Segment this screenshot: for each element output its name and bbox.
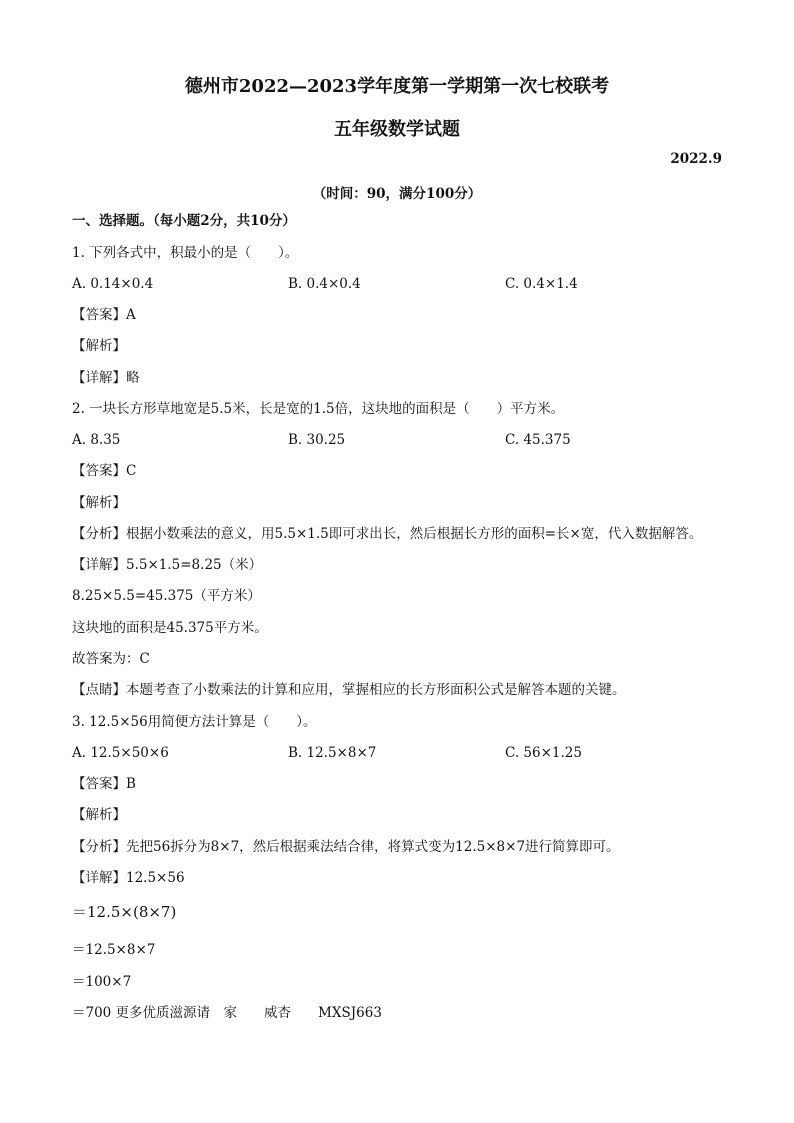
q2-answer: 【答案】C — [72, 463, 137, 479]
q1-option-c: C. 0.4×1.4 — [505, 276, 578, 292]
q2-option-c: C. 45.375 — [505, 432, 571, 448]
q2-final: 故答案为：C — [72, 651, 150, 667]
exam-subtitle: 五年级数学试题 — [334, 119, 460, 140]
q3-fenxi: 【分析】先把56拆分为8×7，然后根据乘法结合律，将算式变为12.5×8×7进行简算即可。 — [72, 839, 620, 855]
q3-answer: 【答案】B — [72, 776, 136, 792]
q2-stem: 2. 一块长方形草地宽是5.5米，长是宽的1.5倍，这块地的面积是（ ）平方米。 — [72, 401, 565, 417]
time-info: （时间：90，满分100分） — [312, 186, 482, 202]
q2-conclusion: 这块地的面积是45.375平方米。 — [72, 620, 268, 636]
q3-stem: 3. 12.5×56用简便方法计算是（ ）。 — [72, 714, 317, 730]
q1-detail: 【详解】略 — [72, 370, 140, 386]
q2-dianjing: 【点睛】本题考查了小数乘法的计算和应用，掌握相应的长方形面积公式是解答本题的关键。 — [72, 682, 626, 698]
q3-option-a: A. 12.5×50×6 — [72, 745, 169, 761]
q1-option-b: B. 0.4×0.4 — [288, 276, 361, 292]
q2-option-a: A. 8.35 — [72, 432, 121, 448]
q1-answer: 【答案】A — [72, 307, 136, 323]
q2-fenxi: 【分析】根据小数乘法的意义，用5.5×1.5即可求出长，然后根据长方形的面积=长×宽，代入数据解答。 — [72, 526, 703, 542]
q1-analysis: 【解析】 — [72, 338, 126, 354]
section-heading: 一、选择题。（每小题2分，共10分） — [72, 213, 296, 229]
q2-option-b: B. 30.25 — [288, 432, 346, 448]
q3-step1: ＝12.5×(8×7) — [72, 903, 177, 921]
q3-step3: ＝100×7 — [72, 974, 132, 990]
q2-detail: 【详解】5.5×1.5=8.25（米） — [72, 557, 263, 573]
exam-title: 德州市2022—2023学年度第一学期第一次七校联考 — [184, 76, 610, 97]
q2-analysis: 【解析】 — [72, 495, 126, 511]
q3-detail: 【详解】12.5×56 — [72, 870, 185, 886]
q3-option-b: B. 12.5×8×7 — [288, 745, 377, 761]
q1-option-a: A. 0.14×0.4 — [72, 276, 154, 292]
q3-step4: ＝700 更多优质滋源请 家 威杏 MXSJ663 — [72, 1005, 382, 1021]
q3-option-c: C. 56×1.25 — [505, 745, 582, 761]
q3-analysis: 【解析】 — [72, 807, 126, 823]
q1-stem: 1. 下列各式中，积最小的是（ ）。 — [72, 245, 299, 261]
q2-calc: 8.25×5.5=45.375（平方米） — [72, 588, 261, 604]
exam-date: 2022.9 — [670, 151, 722, 167]
q3-step2: ＝12.5×8×7 — [72, 942, 156, 958]
